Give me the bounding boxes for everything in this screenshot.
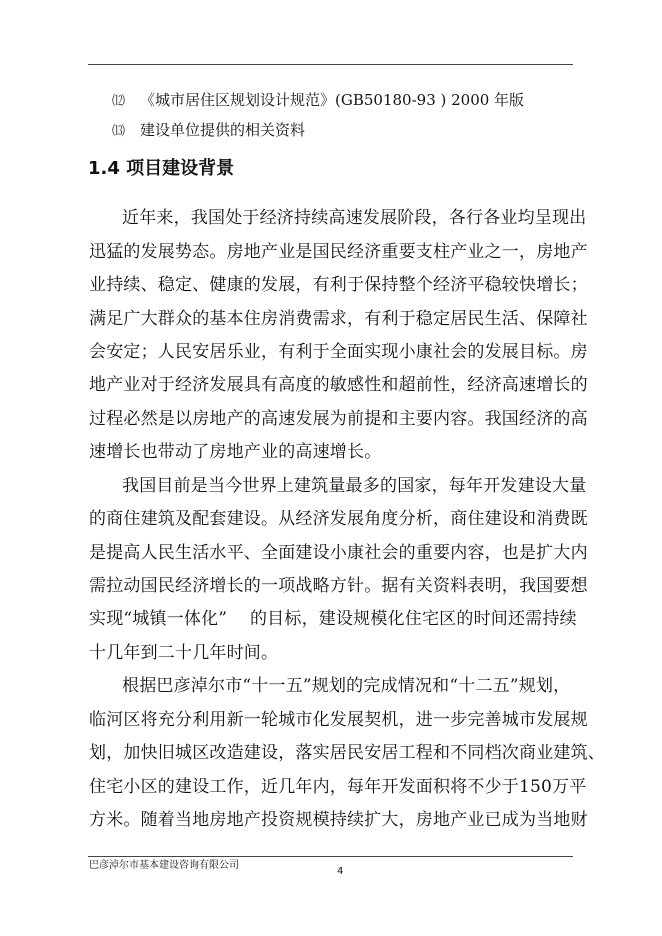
body-line: 满足广大群众的基本住房消费需求，有利于稳定居民生活、保障社 — [89, 309, 588, 329]
body-line: 我国目前是当今世界上建筑量最多的国家，每年开发建设大量 — [122, 476, 587, 496]
reference-item-12 — [112, 90, 524, 112]
body-line: 实现“城镇一体化” 的目标，建设规模化住宅区的时间还需持续 — [89, 609, 577, 629]
reference-number: ⒀ — [112, 124, 126, 139]
footer-company-name: 巴彦淖尔市基本建设咨询有限公司 — [89, 860, 239, 871]
body-line: 近年来，我国处于经济持续高速发展阶段，各行各业均呈现出 — [122, 208, 587, 228]
body-line: 过程必然是以房地产的高速发展为前提和主要内容。我国经济的高 — [89, 409, 588, 429]
body-line: 住宅小区的建设工作，近几年内，每年开发面积将不少于150万平 — [89, 777, 587, 797]
reference-text: 建设单位提供的相关资料 — [140, 121, 306, 139]
body-line: 根据巴彦淖尔市“十一五”规划的完成情况和“十二五”规划， — [122, 676, 571, 696]
page-number: 4 — [337, 866, 344, 877]
body-line: 需拉动国民经济增长的一项战略方针。据有关资料表明，我国要想 — [89, 576, 588, 596]
body-line: 迅猛的发展势态。房地产业是国民经济重要支柱产业之一，房地产 — [89, 242, 588, 262]
reference-item-13 — [112, 120, 305, 142]
body-line: 会安定；人民安居乐业，有利于全面实现小康社会的发展目标。房 — [89, 342, 588, 362]
body-line: 方米。随着当地房地产投资规模持续扩大，房地产业已成为当地财 — [89, 810, 588, 830]
body-line: 是提高人民生活水平、全面建设小康社会的重要内容，也是扩大内 — [89, 543, 588, 563]
header-rule — [88, 64, 573, 65]
body-line: 业持续、稳定、健康的发展，有利于保持整个经济平稳较快增长； — [89, 275, 588, 295]
section-heading: 1.4 项目建设背景 — [88, 158, 235, 179]
body-line: 地产业对于经济发展具有高度的敏感性和超前性，经济高速增长的 — [89, 375, 588, 395]
footer-rule — [88, 856, 573, 857]
body-line: 临河区将充分利用新一轮城市化发展契机，进一步完善城市发展规 — [89, 710, 588, 730]
body-line: 十几年到二十几年时间。 — [89, 643, 279, 663]
reference-text: 《城市居住区规划设计规范》(GB50180-93 ) 2000 年版 — [140, 91, 525, 109]
body-line: 的商住建筑及配套建设。从经济发展角度分析，商住建设和消费既 — [89, 509, 588, 529]
reference-number: ⑿ — [112, 94, 126, 109]
body-line: 速增长也带动了房地产业的高速增长。 — [89, 442, 382, 462]
body-line: 划，加快旧城区改造建设，落实居民安居工程和不同档次商业建筑、 — [89, 743, 605, 763]
